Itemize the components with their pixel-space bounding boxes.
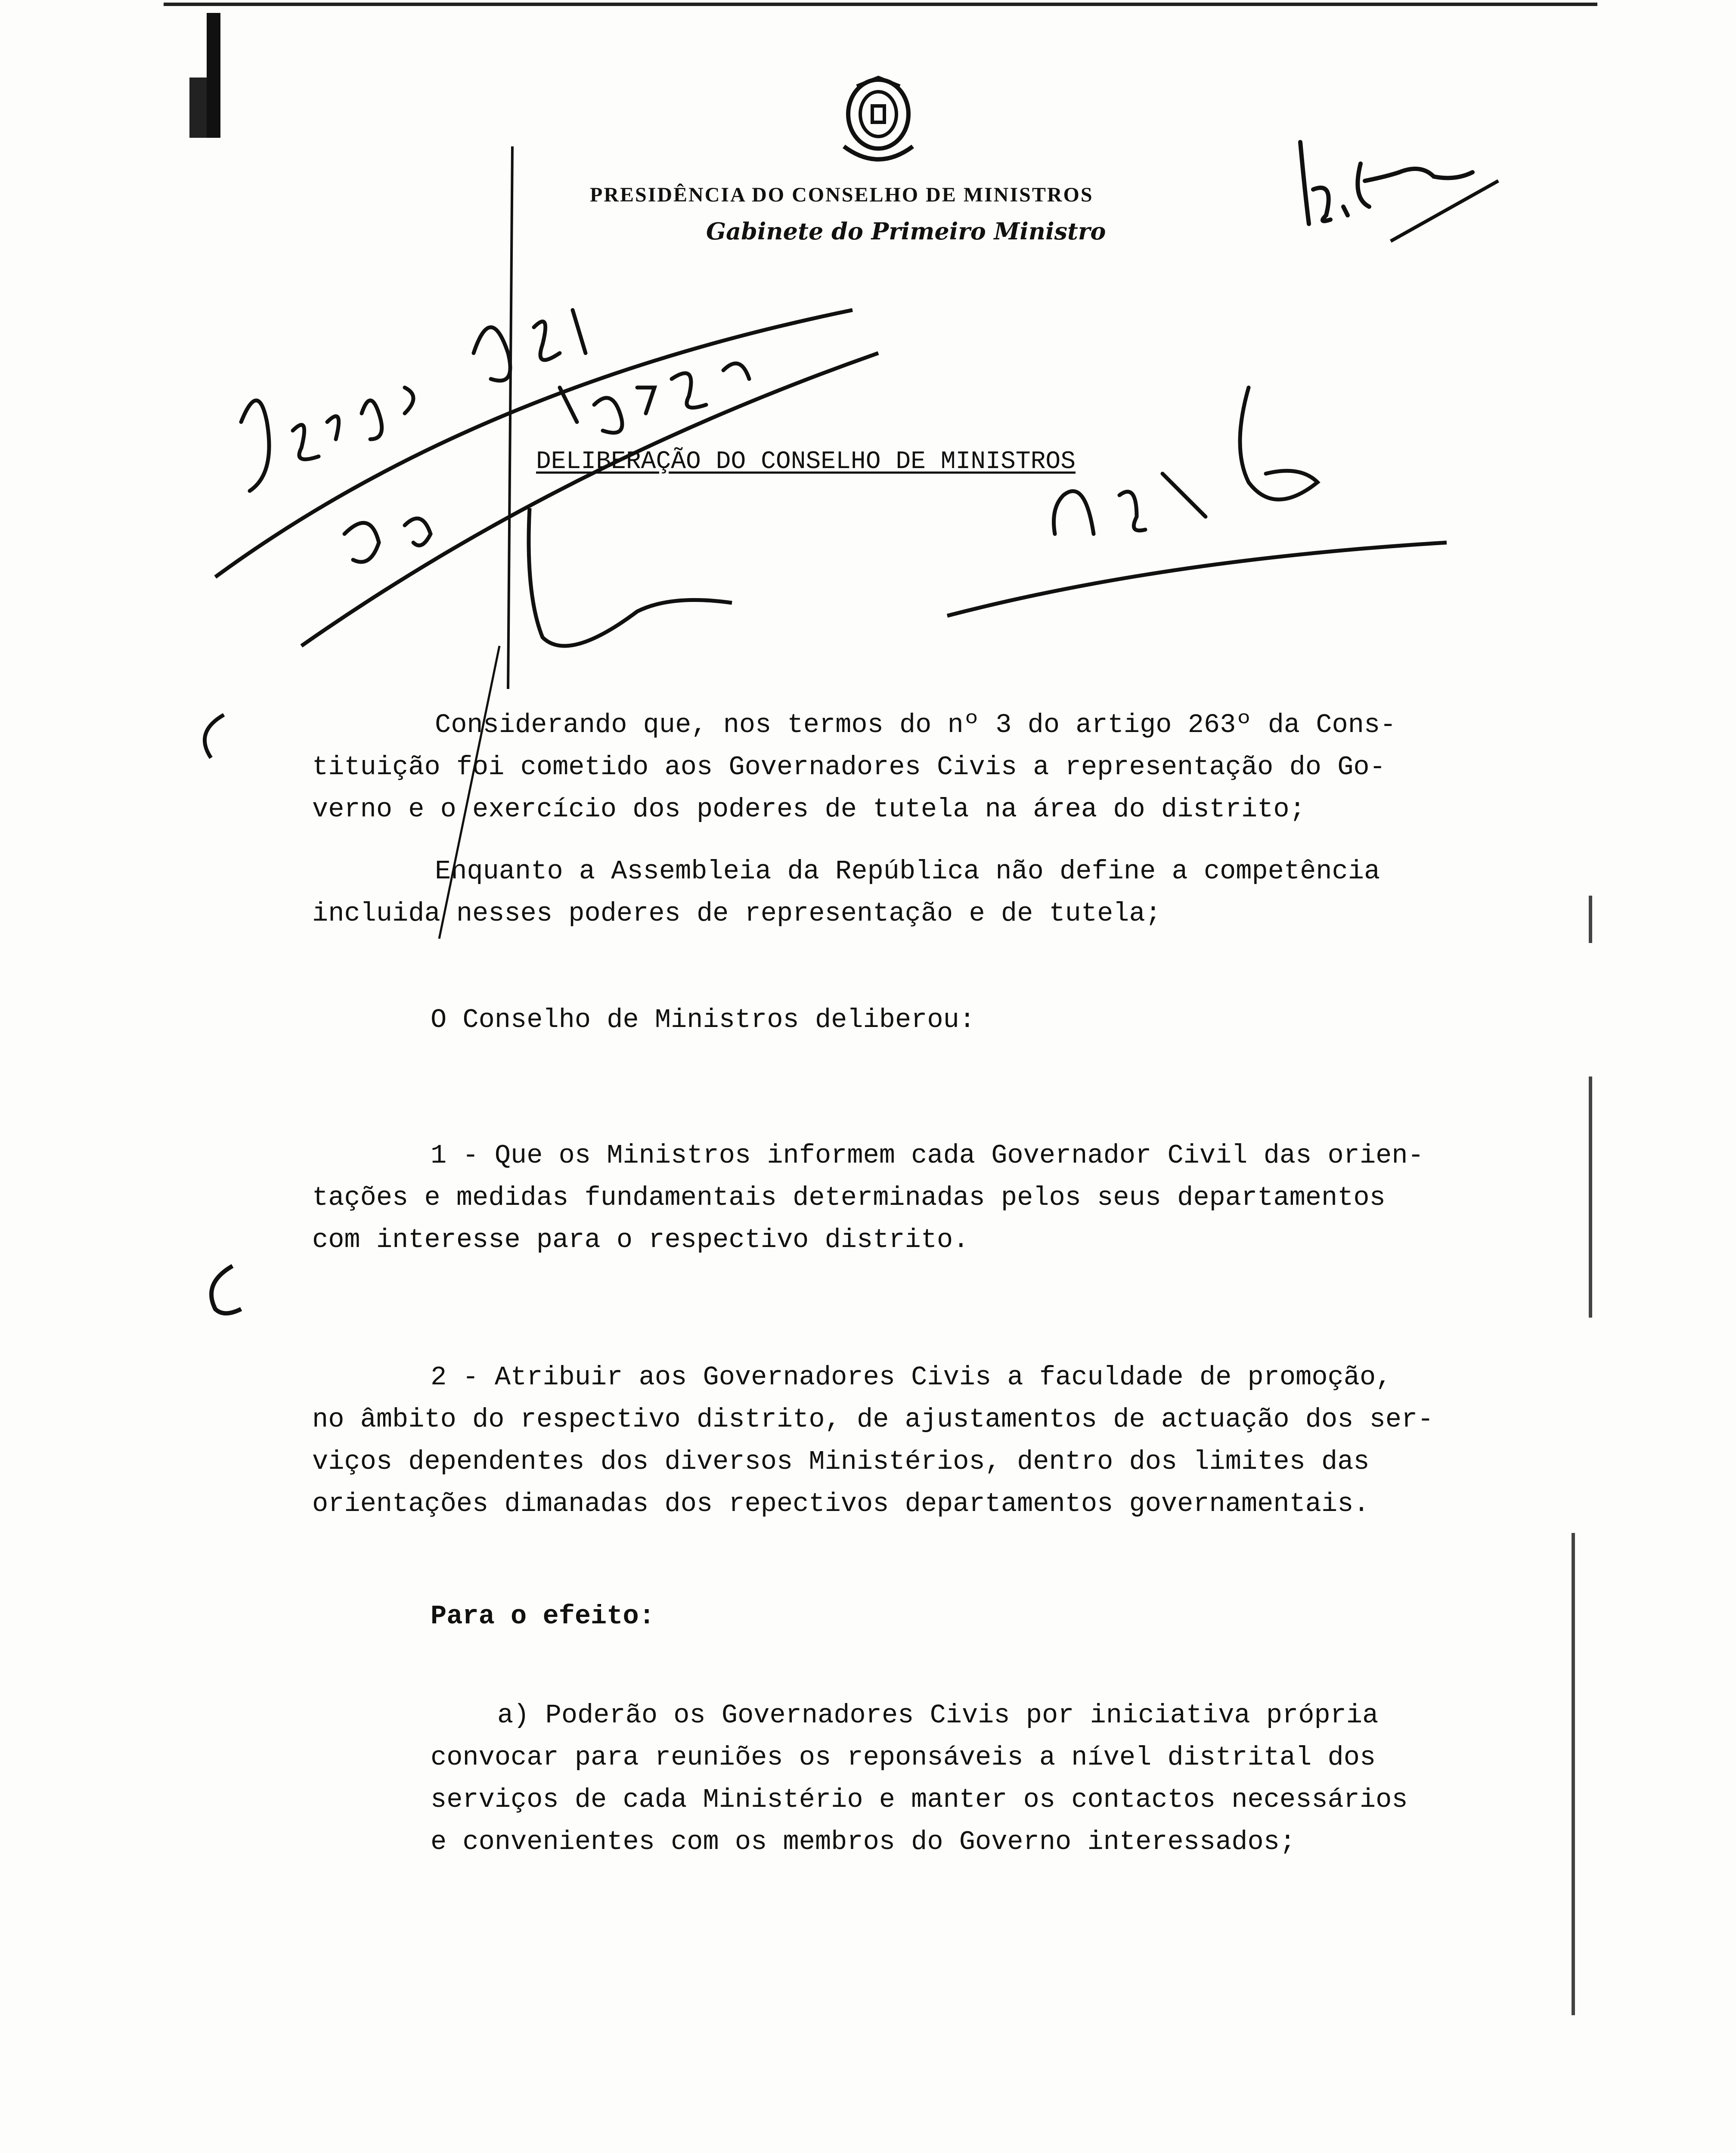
item-a-line-3: serviços de cada Ministério e manter os contactos necessários [431, 1784, 1408, 1815]
item-1-line-1: 1 - Que os Ministros informem cada Governador Civil das orien- [431, 1140, 1424, 1171]
consideration-second-line-2: incluida nesses poderes de representação e de tutela; [312, 898, 1161, 929]
document-title: DELIBERAÇÃO DO CONSELHO DE MINISTROS [536, 448, 1076, 476]
consideration-first-line-3: verno e o exercício dos poderes de tutela na área do distrito; [312, 794, 1305, 825]
binding-mark-secondary [189, 78, 207, 138]
consideration-second-line-1: Enquanto a Assembleia da República não define a competência [435, 856, 1380, 887]
margin-mark [1572, 1533, 1575, 2015]
item-2-line-2: no âmbito do respectivo distrito, de ajustamentos de actuação dos ser- [312, 1404, 1434, 1435]
item-2-line-3: viços dependentes dos diversos Ministérios, dentro dos limites das [312, 1446, 1370, 1477]
item-a-line-1: a) Poderão os Governadores Civis por iniciativa própria [497, 1700, 1379, 1731]
para-o-efeito: Para o efeito: [431, 1601, 655, 1632]
organization-header: PRESIDÊNCIA DO CONSELHO DE MINISTROS [590, 183, 1094, 206]
consideration-first-line-1: Considerando que, nos termos do nº 3 do artigo 263º da Cons- [435, 710, 1396, 740]
deliberation-intro: O Conselho de Ministros deliberou: [431, 1005, 976, 1035]
margin-mark [1589, 896, 1592, 943]
item-2-line-1: 2 - Atribuir aos Governadores Civis a faculdade de promoção, [431, 1362, 1392, 1393]
binding-mark [207, 13, 220, 138]
item-2-line-4: orientações dimanadas dos repectivos departamentos governamentais. [312, 1489, 1370, 1519]
top-border-line [164, 3, 1597, 6]
item-a-line-2: convocar para reuniões os reponsáveis a nível distrital dos [431, 1742, 1376, 1773]
coat-of-arms-seal [818, 73, 939, 172]
item-a-line-4: e convenientes com os membros do Governo interessados; [431, 1827, 1296, 1857]
item-1-line-3: com interesse para o respectivo distrito. [312, 1225, 969, 1255]
margin-mark [1589, 1076, 1592, 1318]
consideration-first-line-2: tituição foi cometido aos Governadores Civis a representação do Go- [312, 752, 1386, 782]
item-1-line-2: tações e medidas fundamentais determinadas pelos seus departamentos [312, 1182, 1386, 1213]
office-subheader: Gabinete do Primeiro Ministro [706, 217, 1106, 245]
